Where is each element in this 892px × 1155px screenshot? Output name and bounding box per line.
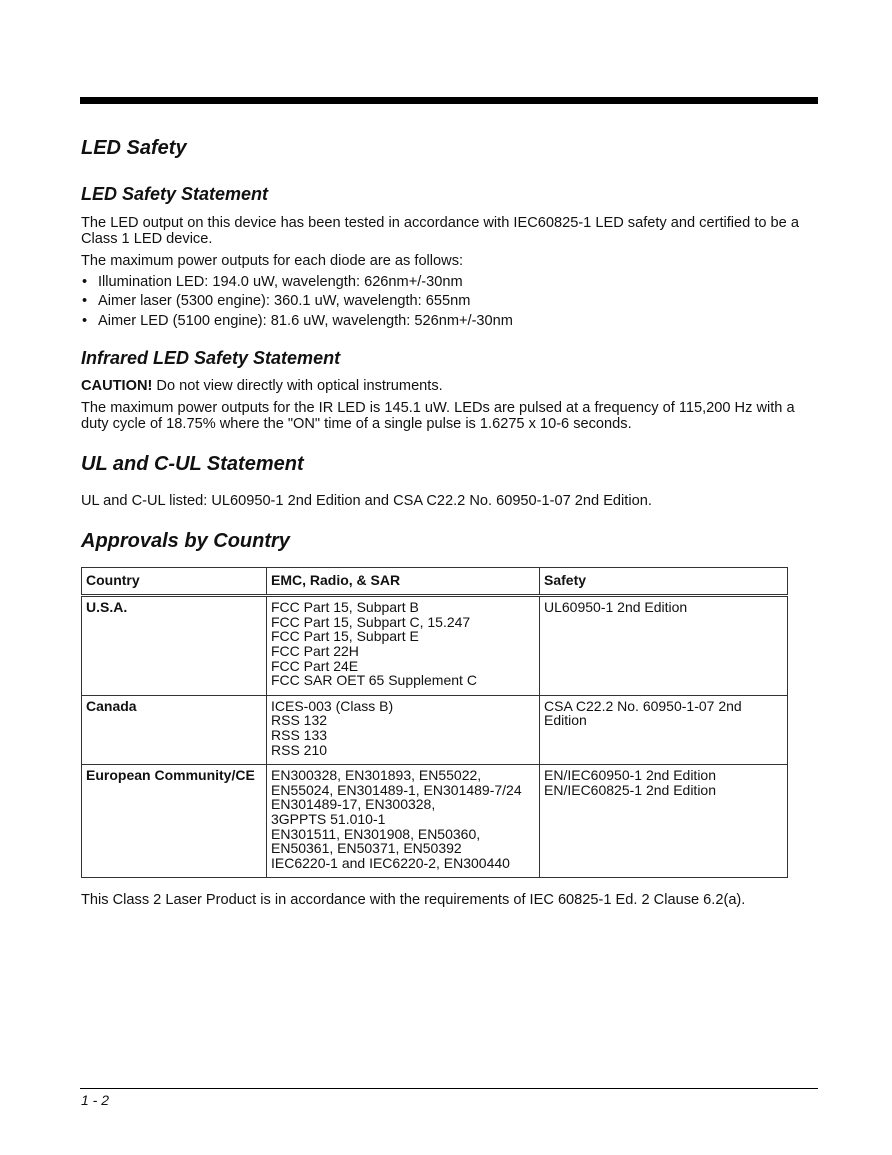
led-outputs-intro: The maximum power outputs for each diode are as follows: — [81, 252, 464, 269]
column-header-emc: EMC, Radio, & SAR — [267, 567, 540, 596]
safety-line: EN/IEC60825-1 2nd Edition — [544, 781, 716, 798]
diode-output-list — [81, 273, 817, 332]
emc-line: EN300328, EN301893, EN55022, — [271, 767, 482, 784]
list-item: • Illumination LED: 194.0 uW, wavelength: 626nm+/-30nm — [81, 273, 817, 293]
header-rule — [80, 97, 818, 104]
emc-line: FCC Part 24E — [271, 657, 359, 674]
table-header-row — [82, 567, 788, 596]
section-title-ul: UL and C-UL Statement — [81, 452, 304, 475]
infrared-paragraph: The maximum power outputs for the IR LED is 145.1 uW. LEDs are pulsed at a frequency of 115,200 Hz with a duty cycle of 18.75% where the "ON" time of a single pulse is 1.6275 x 10-6 seconds. — [81, 399, 795, 432]
country-cell: European Community/CE — [82, 765, 267, 878]
subsection-title-infrared: Infrared LED Safety Statement — [81, 348, 341, 369]
ul-paragraph: UL and C-UL listed: UL60950-1 2nd Edition and CSA C22.2 No. 60950-1-07 2nd Edition. — [81, 492, 652, 509]
emc-line: ICES-003 (Class B) — [271, 697, 394, 714]
list-item: • Aimer LED (5100 engine): 81.6 uW, wavelength: 526nm+/-30nm — [81, 312, 817, 332]
page-number: 1 - 2 — [81, 1092, 110, 1108]
emc-line: FCC Part 15, Subpart E — [271, 628, 419, 645]
safety-line: Edition — [544, 712, 587, 729]
emc-line: EN55024, EN301489-1, EN301489-7/24 — [271, 781, 522, 798]
safety-line: EN/IEC60950-1 2nd Edition — [544, 767, 716, 784]
emc-cell — [267, 695, 540, 764]
caution-paragraph — [81, 378, 817, 394]
emc-line: RSS 133 — [271, 727, 328, 744]
laser-note-paragraph: This Class 2 Laser Product is in accordance with the requirements of IEC 60825-1 Ed. 2 Clause 6.2(a). — [81, 892, 746, 909]
page-content — [81, 136, 817, 908]
safety-line: CSA C22.2 No. 60950-1-07 2nd — [544, 697, 742, 714]
emc-line: RSS 210 — [271, 741, 328, 758]
table-row — [82, 596, 788, 696]
safety-cell — [540, 695, 788, 764]
emc-line: 3GPPTS 51.010-1 — [271, 811, 386, 827]
country-cell: U.S.A. — [82, 596, 267, 696]
emc-line: FCC Part 15, Subpart C, 15.247 — [271, 613, 471, 630]
emc-line: IEC6220-1 and IEC6220-2, EN300440 — [271, 854, 510, 871]
emc-line: EN301511, EN301908, EN50360, — [271, 825, 481, 842]
emc-line: RSS 132 — [271, 712, 328, 729]
emc-line: FCC Part 15, Subpart B — [271, 599, 419, 616]
section-title-approvals: Approvals by Country — [81, 529, 290, 552]
country-cell: Canada — [82, 695, 267, 764]
emc-cell — [267, 596, 540, 696]
caution-label: CAUTION! — [81, 377, 153, 394]
emc-line: FCC Part 22H — [271, 643, 359, 660]
column-header-country: Country — [82, 567, 267, 596]
safety-line: UL60950-1 2nd Edition — [544, 599, 688, 616]
subsection-title-led-safety-statement: LED Safety Statement — [81, 184, 269, 204]
table-row — [82, 695, 788, 764]
safety-cell — [540, 765, 788, 878]
led-intro-paragraph: The LED output on this device has been tested in accordance with IEC60825-1 LED safety and certified to be a Class 1 LED device. — [81, 214, 799, 247]
list-item: • Aimer laser (5300 engine): 360.1 uW, wavelength: 655nm — [81, 292, 817, 312]
emc-line: EN50361, EN50371, EN50392 — [271, 840, 462, 857]
column-header-safety: Safety — [540, 567, 788, 596]
footer-rule — [80, 1088, 818, 1089]
approvals-table — [81, 567, 788, 879]
caution-text: Do not view directly with optical instruments. — [152, 377, 443, 394]
section-title-led-safety: LED Safety — [81, 137, 187, 159]
emc-cell — [267, 765, 540, 878]
safety-cell — [540, 596, 788, 696]
emc-line: FCC SAR OET 65 Supplement C — [271, 672, 477, 689]
emc-line: EN301489-17, EN300328, — [271, 796, 436, 813]
table-row — [82, 765, 788, 878]
